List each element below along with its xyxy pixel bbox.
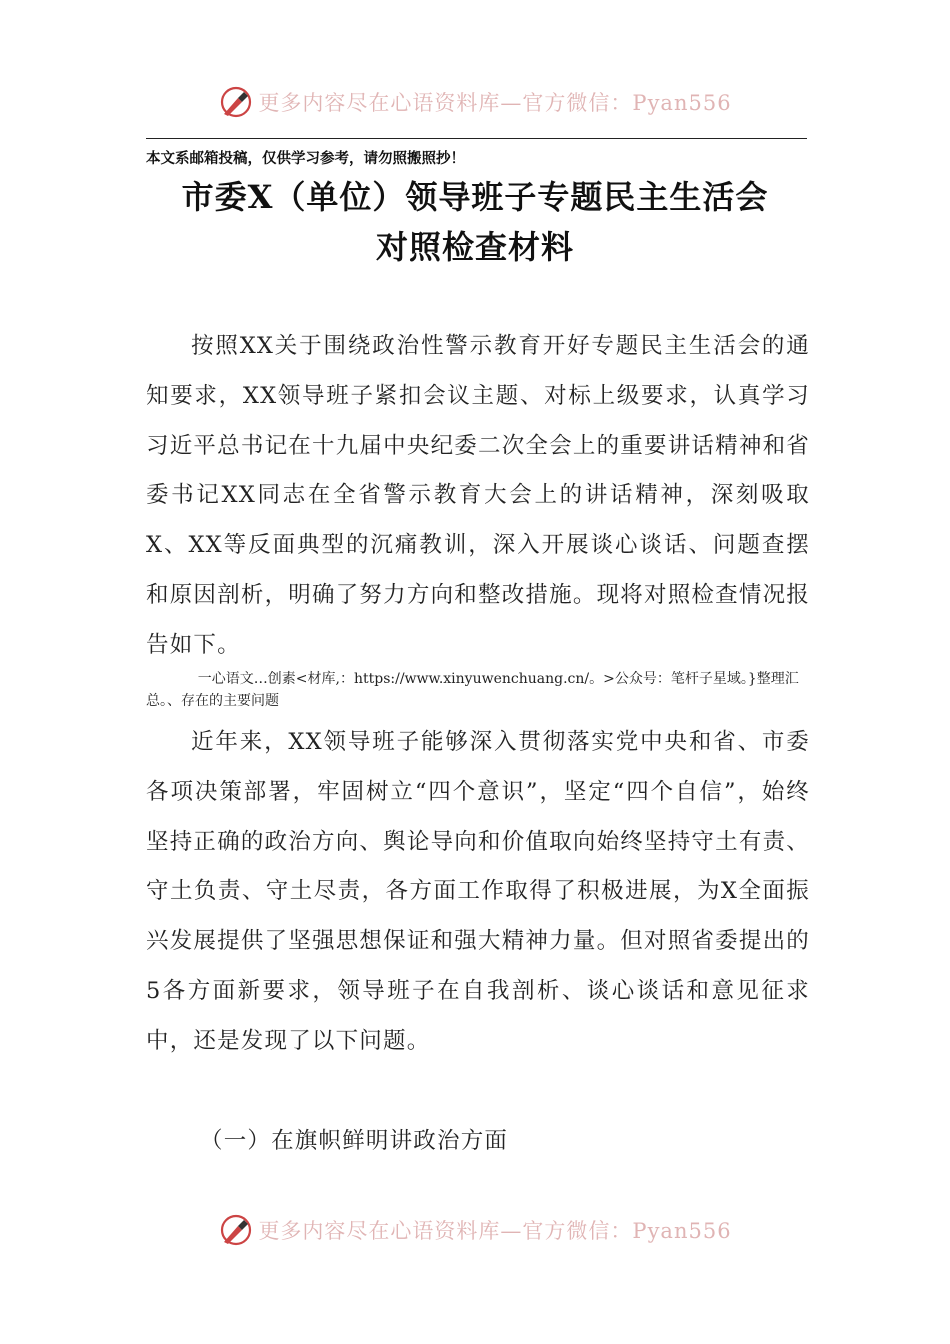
pen-nib-circle-icon [218,84,254,120]
section-heading: （一）在旗帜鲜明讲政治方面 [200,1128,509,1154]
source-note: 一心语文…创素<材库,：https://www.xinyuwenchuang.cn/。>公众号：笔杆子星域。}整理汇总。、存在的主要问题 [146,671,799,709]
submission-notice: 本文系邮箱投稿，仅供学习参考，请勿照搬照抄！ [146,150,465,167]
watermark-banner-top [0,82,950,122]
pen-nib-circle-icon [218,1212,254,1248]
problems-paragraph: 近年来，XX领导班子能够深入贯彻落实党中央和省、市委各项决策部署，牢固树立“四个意识”，坚定“四个自信”，始终坚持正确的政治方向、舆论导向和价值取向始终坚持守土有责、守土负责、守土尽责，各方面工作取得了积极进展，为X全面振兴发展提供了坚强思想保证和强大精神力量。但对照省委提出的5各方面新要求，领导班子在自我剖析、谈心谈话和意见征求中，还是发现了以下问题。 [146,729,810,1054]
document-title-line1: 市委X（单位）领导班子专题民主生活会 [181,178,769,216]
watermark-text: 更多内容尽在心语资料库—官方微信：Pyan556 [258,91,732,115]
document-title-line2: 对照检查材料 [375,228,574,266]
watermark-text: 更多内容尽在心语资料库—官方微信：Pyan556 [258,1219,732,1243]
header-rule [146,138,807,139]
intro-paragraph: 按照XX关于围绕政治性警示教育开好专题民主生活会的通知要求，XX领导班子紧扣会议主题、对标上级要求，认真学习习近平总书记在十九届中央纪委二次全会上的重要讲话精神和省委书记XX同志在全省警示教育大会上的讲话精神，深刻吸取X、XX等反面典型的沉痛教训，深入开展谈心谈话、问题查摆和原因剖析，明确了努力方向和整改措施。现将对照检查情况报告如下。 [146,333,810,658]
watermark-banner-bottom [0,1210,950,1250]
